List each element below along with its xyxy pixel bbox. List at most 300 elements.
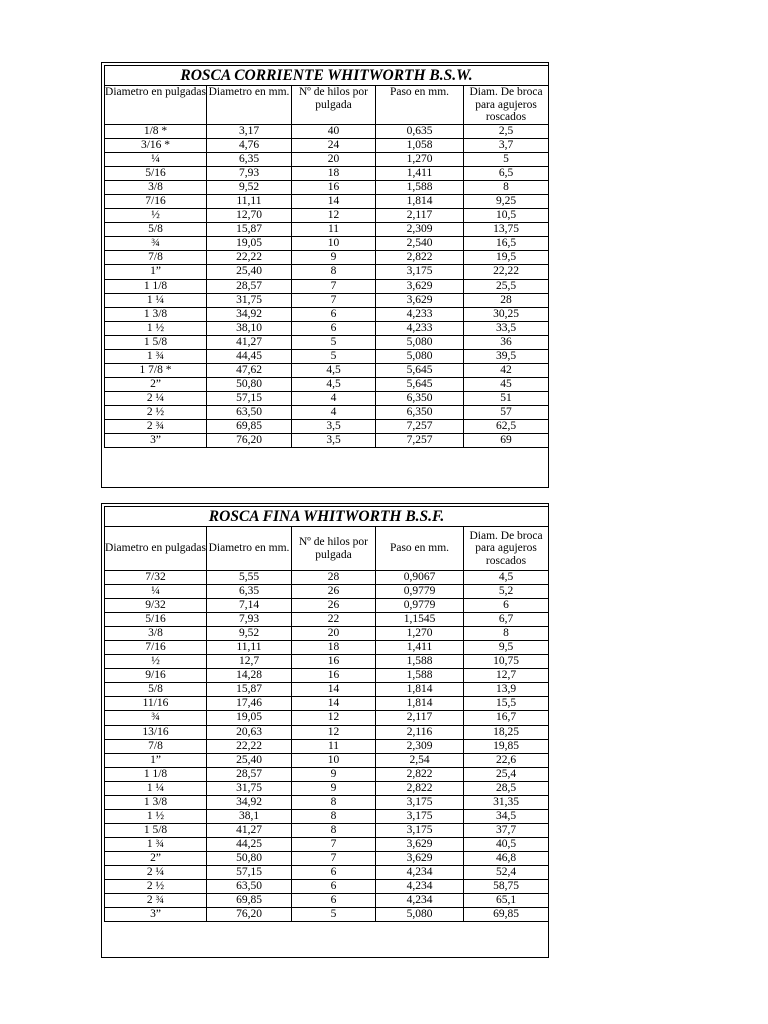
table-cell: 7,257 xyxy=(376,434,464,448)
table-cell: 3/16 * xyxy=(105,139,207,153)
table-cell: 7,257 xyxy=(376,419,464,433)
table-row xyxy=(105,153,549,167)
table-cell: 4,234 xyxy=(376,880,464,894)
table-cell: 16 xyxy=(292,669,376,683)
table-cell: 63,50 xyxy=(207,405,292,419)
table-cell: 28,57 xyxy=(207,767,292,781)
bsf-table-frame xyxy=(101,503,549,958)
table-cell: 3,629 xyxy=(376,837,464,851)
table-cell: 9,52 xyxy=(207,627,292,641)
table-cell: 22,6 xyxy=(464,753,549,767)
table-cell: 19,5 xyxy=(464,251,549,265)
table-row xyxy=(105,851,549,865)
table-cell: 2” xyxy=(105,851,207,865)
table-cell: 0,635 xyxy=(376,125,464,139)
table-cell: 25,5 xyxy=(464,279,549,293)
table-cell: 57 xyxy=(464,405,549,419)
table-cell: 6 xyxy=(292,894,376,908)
table-row xyxy=(105,377,549,391)
table-cell: 6 xyxy=(292,865,376,879)
table-cell: 12,7 xyxy=(207,655,292,669)
table-row xyxy=(105,725,549,739)
table-cell: 7/8 xyxy=(105,251,207,265)
table-cell: 7/16 xyxy=(105,641,207,655)
table-cell: 76,20 xyxy=(207,908,292,922)
table-cell: 6 xyxy=(464,599,549,613)
table-cell: 14 xyxy=(292,697,376,711)
table-row xyxy=(105,683,549,697)
table-cell: 5 xyxy=(292,349,376,363)
table-cell: 22,22 xyxy=(207,739,292,753)
column-header: Diametro en pulgadas xyxy=(105,527,207,571)
table-cell: 25,40 xyxy=(207,265,292,279)
table-cell: 9 xyxy=(292,767,376,781)
table-row xyxy=(105,613,549,627)
table-cell: 1,814 xyxy=(376,195,464,209)
table-cell: 34,92 xyxy=(207,307,292,321)
table-row xyxy=(105,363,549,377)
table-cell: 28 xyxy=(292,571,376,585)
table-cell: 4,5 xyxy=(292,363,376,377)
table-cell: 6 xyxy=(292,321,376,335)
column-header: Diametro en pulgadas xyxy=(105,86,207,125)
table-cell: 7/8 xyxy=(105,739,207,753)
table-cell: 12 xyxy=(292,209,376,223)
table-cell: 7 xyxy=(292,851,376,865)
table-cell: 1 3/8 xyxy=(105,307,207,321)
table-cell: 6 xyxy=(292,880,376,894)
table-cell: 9 xyxy=(292,251,376,265)
table-cell: 1 7/8 * xyxy=(105,363,207,377)
table-cell: 1,588 xyxy=(376,181,464,195)
table-cell: 2,822 xyxy=(376,251,464,265)
table-cell: 3,629 xyxy=(376,279,464,293)
table-cell: 7,14 xyxy=(207,599,292,613)
table-cell: 8 xyxy=(292,809,376,823)
table-cell: 34,5 xyxy=(464,809,549,823)
table-cell: 46,8 xyxy=(464,851,549,865)
table-cell: 6,350 xyxy=(376,405,464,419)
table-cell: 16 xyxy=(292,655,376,669)
table-cell: 31,35 xyxy=(464,795,549,809)
table-row xyxy=(105,781,549,795)
table-cell: 19,05 xyxy=(207,711,292,725)
table-cell: ¾ xyxy=(105,711,207,725)
table-cell: 12 xyxy=(292,725,376,739)
table-row xyxy=(105,641,549,655)
table-cell: 1,270 xyxy=(376,153,464,167)
table-cell: 17,46 xyxy=(207,697,292,711)
table-cell: 9,52 xyxy=(207,181,292,195)
table-row xyxy=(105,823,549,837)
table-cell: 2,540 xyxy=(376,237,464,251)
table-cell: 6,7 xyxy=(464,613,549,627)
table-row xyxy=(105,809,549,823)
table-row xyxy=(105,795,549,809)
table-cell: 2,117 xyxy=(376,209,464,223)
table-cell: 37,7 xyxy=(464,823,549,837)
table-cell: 7 xyxy=(292,293,376,307)
table-cell: 5,645 xyxy=(376,377,464,391)
table-cell: 2 ½ xyxy=(105,405,207,419)
table-cell: 3,629 xyxy=(376,293,464,307)
column-header: Nº de hilos por pulgada xyxy=(292,527,376,571)
column-header: Paso en mm. xyxy=(376,86,464,125)
table-row xyxy=(105,167,549,181)
table-cell: 5,080 xyxy=(376,349,464,363)
table-cell: 4,5 xyxy=(292,377,376,391)
table-cell: 2,116 xyxy=(376,725,464,739)
table-cell: 2,309 xyxy=(376,223,464,237)
table-cell: ½ xyxy=(105,209,207,223)
table-cell: 3,5 xyxy=(292,434,376,448)
table-cell: 2” xyxy=(105,377,207,391)
table-cell: 5/16 xyxy=(105,167,207,181)
table-row xyxy=(105,139,549,153)
table-cell: 69,85 xyxy=(207,419,292,433)
table-title: ROSCA FINA WHITWORTH B.S.F. xyxy=(105,507,549,527)
table-cell: 8 xyxy=(292,795,376,809)
table-cell: 69,85 xyxy=(207,894,292,908)
table-cell: 1,411 xyxy=(376,167,464,181)
table-cell: 7 xyxy=(292,837,376,851)
table-cell: 11,11 xyxy=(207,195,292,209)
table-cell: 2,822 xyxy=(376,767,464,781)
table-row xyxy=(105,223,549,237)
table-row xyxy=(105,335,549,349)
table-cell: 8 xyxy=(292,823,376,837)
table-cell: 44,25 xyxy=(207,837,292,851)
table-cell: 7 xyxy=(292,279,376,293)
table-cell: 10,5 xyxy=(464,209,549,223)
table-row xyxy=(105,837,549,851)
table-cell: 3” xyxy=(105,434,207,448)
table-body xyxy=(105,571,549,922)
table-cell: 7/32 xyxy=(105,571,207,585)
table-cell: 31,75 xyxy=(207,781,292,795)
table-cell: 63,50 xyxy=(207,880,292,894)
bsw-thread-table xyxy=(104,65,549,448)
table-cell: 1,588 xyxy=(376,669,464,683)
table-row xyxy=(105,655,549,669)
table-cell: 5,080 xyxy=(376,335,464,349)
table-cell: 44,45 xyxy=(207,349,292,363)
table-cell: 31,75 xyxy=(207,293,292,307)
table-cell: 20 xyxy=(292,627,376,641)
table-cell: 24 xyxy=(292,139,376,153)
table-cell: 45 xyxy=(464,377,549,391)
table-cell: 13,75 xyxy=(464,223,549,237)
table-cell: 41,27 xyxy=(207,335,292,349)
table-cell: 7,93 xyxy=(207,613,292,627)
table-row xyxy=(105,599,549,613)
table-cell: 30,25 xyxy=(464,307,549,321)
table-cell: 4,234 xyxy=(376,894,464,908)
table-row xyxy=(105,697,549,711)
table-cell: 1 ¾ xyxy=(105,349,207,363)
table-cell: 58,75 xyxy=(464,880,549,894)
table-cell: 40,5 xyxy=(464,837,549,851)
table-cell: 6,5 xyxy=(464,167,549,181)
table-cell: 2 ¼ xyxy=(105,391,207,405)
table-cell: 57,15 xyxy=(207,391,292,405)
table-row xyxy=(105,265,549,279)
table-cell: 9,5 xyxy=(464,641,549,655)
table-row xyxy=(105,237,549,251)
table-cell: 12 xyxy=(292,711,376,725)
table-cell: 5,080 xyxy=(376,908,464,922)
table-cell: 5/8 xyxy=(105,683,207,697)
table-cell: 3,175 xyxy=(376,809,464,823)
table-cell: 1 5/8 xyxy=(105,335,207,349)
table-cell: 25,4 xyxy=(464,767,549,781)
table-cell: 14 xyxy=(292,683,376,697)
table-row xyxy=(105,321,549,335)
table-row xyxy=(105,434,549,448)
table-cell: 42 xyxy=(464,363,549,377)
table-cell: 20,63 xyxy=(207,725,292,739)
table-cell: 19,85 xyxy=(464,739,549,753)
table-cell: 4 xyxy=(292,391,376,405)
table-row xyxy=(105,571,549,585)
table-cell: 2,117 xyxy=(376,711,464,725)
table-cell: 57,15 xyxy=(207,865,292,879)
table-cell: 9,25 xyxy=(464,195,549,209)
column-header: Diam. De broca para agujeros roscados xyxy=(464,527,549,571)
table-cell: 8 xyxy=(464,181,549,195)
table-cell: 34,92 xyxy=(207,795,292,809)
table-cell: 1/8 * xyxy=(105,125,207,139)
table-cell: 22 xyxy=(292,613,376,627)
table-cell: 2,5 xyxy=(464,125,549,139)
table-cell: 3,175 xyxy=(376,795,464,809)
table-cell: 16 xyxy=(292,181,376,195)
column-header: Diam. De broca para agujeros roscados xyxy=(464,86,549,125)
table-cell: 7,93 xyxy=(207,167,292,181)
table-cell: 18,25 xyxy=(464,725,549,739)
table-cell: 4,5 xyxy=(464,571,549,585)
table-title: ROSCA CORRIENTE WHITWORTH B.S.W. xyxy=(105,66,549,86)
table-cell: 3/8 xyxy=(105,627,207,641)
table-cell: 2,309 xyxy=(376,739,464,753)
table-cell: 5/8 xyxy=(105,223,207,237)
table-cell: 8 xyxy=(292,265,376,279)
table-cell: 1,270 xyxy=(376,627,464,641)
table-cell: 5,2 xyxy=(464,585,549,599)
table-cell: 25,40 xyxy=(207,753,292,767)
table-cell: 1 ¼ xyxy=(105,781,207,795)
table-cell: 0,9779 xyxy=(376,585,464,599)
table-cell: 4,76 xyxy=(207,139,292,153)
table-cell: 2 ¼ xyxy=(105,865,207,879)
table-cell: ½ xyxy=(105,655,207,669)
table-cell: 4 xyxy=(292,405,376,419)
table-cell: 5/16 xyxy=(105,613,207,627)
table-cell: ¾ xyxy=(105,237,207,251)
table-row xyxy=(105,865,549,879)
table-cell: 15,87 xyxy=(207,223,292,237)
table-cell: 50,80 xyxy=(207,851,292,865)
table-cell: 76,20 xyxy=(207,434,292,448)
table-cell: 1” xyxy=(105,753,207,767)
table-row xyxy=(105,125,549,139)
table-cell: 0,9779 xyxy=(376,599,464,613)
table-cell: 20 xyxy=(292,153,376,167)
table-cell: 3,17 xyxy=(207,125,292,139)
table-cell: 6 xyxy=(292,307,376,321)
table-cell: 1,814 xyxy=(376,697,464,711)
table-cell: 41,27 xyxy=(207,823,292,837)
table-cell: 6,35 xyxy=(207,585,292,599)
table-cell: 52,4 xyxy=(464,865,549,879)
table-cell: 65,1 xyxy=(464,894,549,908)
table-cell: 1,814 xyxy=(376,683,464,697)
column-header: Diametro en mm. xyxy=(207,86,292,125)
table-row xyxy=(105,307,549,321)
table-cell: 1 ¾ xyxy=(105,837,207,851)
table-cell: 16,5 xyxy=(464,237,549,251)
table-cell: 9/32 xyxy=(105,599,207,613)
table-cell: 18 xyxy=(292,167,376,181)
column-header: Nº de hilos por pulgada xyxy=(292,86,376,125)
table-cell: 10 xyxy=(292,753,376,767)
table-row xyxy=(105,181,549,195)
table-row xyxy=(105,405,549,419)
table-cell: 1,058 xyxy=(376,139,464,153)
table-cell: 69,85 xyxy=(464,908,549,922)
table-row xyxy=(105,908,549,922)
table-cell: 1 1/8 xyxy=(105,279,207,293)
table-cell: 22,22 xyxy=(207,251,292,265)
table-cell: 26 xyxy=(292,585,376,599)
table-cell: 11 xyxy=(292,223,376,237)
column-header: Paso en mm. xyxy=(376,527,464,571)
table-body xyxy=(105,125,549,448)
table-cell: ¼ xyxy=(105,153,207,167)
table-cell: 28,5 xyxy=(464,781,549,795)
table-cell: 3/8 xyxy=(105,181,207,195)
table-cell: 15,5 xyxy=(464,697,549,711)
table-cell: 3,175 xyxy=(376,265,464,279)
table-cell: 4,233 xyxy=(376,307,464,321)
table-cell: 11,11 xyxy=(207,641,292,655)
table-row xyxy=(105,391,549,405)
table-cell: 26 xyxy=(292,599,376,613)
table-cell: 13,9 xyxy=(464,683,549,697)
table-cell: 12,7 xyxy=(464,669,549,683)
table-cell: 69 xyxy=(464,434,549,448)
table-cell: 3,7 xyxy=(464,139,549,153)
table-cell: 14 xyxy=(292,195,376,209)
table-cell: 12,70 xyxy=(207,209,292,223)
table-row xyxy=(105,349,549,363)
table-cell: 7/16 xyxy=(105,195,207,209)
table-row xyxy=(105,711,549,725)
table-row xyxy=(105,739,549,753)
table-cell: 1,588 xyxy=(376,655,464,669)
table-cell: 5 xyxy=(292,335,376,349)
table-cell: 10,75 xyxy=(464,655,549,669)
table-cell: 6,35 xyxy=(207,153,292,167)
table-cell: 2 ½ xyxy=(105,880,207,894)
table-cell: 36 xyxy=(464,335,549,349)
table-cell: 16,7 xyxy=(464,711,549,725)
table-cell: 1 1/8 xyxy=(105,767,207,781)
table-cell: 39,5 xyxy=(464,349,549,363)
table-cell: 1 ¼ xyxy=(105,293,207,307)
table-cell: 2 ¾ xyxy=(105,419,207,433)
table-cell: 2 ¾ xyxy=(105,894,207,908)
table-cell: 5,645 xyxy=(376,363,464,377)
table-cell: 62,5 xyxy=(464,419,549,433)
table-cell: 2,822 xyxy=(376,781,464,795)
table-row xyxy=(105,753,549,767)
table-cell: 18 xyxy=(292,641,376,655)
table-row xyxy=(105,293,549,307)
table-cell: 8 xyxy=(464,627,549,641)
table-cell: 6,350 xyxy=(376,391,464,405)
table-cell: 5 xyxy=(292,908,376,922)
table-row xyxy=(105,669,549,683)
table-row xyxy=(105,880,549,894)
table-cell: 15,87 xyxy=(207,683,292,697)
table-row xyxy=(105,195,549,209)
table-cell: ¼ xyxy=(105,585,207,599)
table-cell: 50,80 xyxy=(207,377,292,391)
column-header: Diametro en mm. xyxy=(207,527,292,571)
table-cell: 5,55 xyxy=(207,571,292,585)
bsw-table-frame xyxy=(101,62,549,488)
table-cell: 1” xyxy=(105,265,207,279)
table-cell: 1 ½ xyxy=(105,321,207,335)
table-cell: 0,9067 xyxy=(376,571,464,585)
table-cell: 1 ½ xyxy=(105,809,207,823)
table-cell: 22,22 xyxy=(464,265,549,279)
table-cell: 11/16 xyxy=(105,697,207,711)
table-cell: 14,28 xyxy=(207,669,292,683)
table-row xyxy=(105,419,549,433)
table-cell: 1 5/8 xyxy=(105,823,207,837)
table-cell: 13/16 xyxy=(105,725,207,739)
table-cell: 40 xyxy=(292,125,376,139)
table-row xyxy=(105,894,549,908)
bsf-thread-table xyxy=(104,506,549,922)
table-cell: 38,1 xyxy=(207,809,292,823)
table-cell: 28,57 xyxy=(207,279,292,293)
table-cell: 4,234 xyxy=(376,865,464,879)
table-cell: 51 xyxy=(464,391,549,405)
table-row xyxy=(105,209,549,223)
table-row xyxy=(105,279,549,293)
table-cell: 3,5 xyxy=(292,419,376,433)
table-cell: 4,233 xyxy=(376,321,464,335)
table-cell: 19,05 xyxy=(207,237,292,251)
table-cell: 2,54 xyxy=(376,753,464,767)
table-row xyxy=(105,251,549,265)
table-cell: 28 xyxy=(464,293,549,307)
table-cell: 10 xyxy=(292,237,376,251)
table-cell: 9 xyxy=(292,781,376,795)
table-cell: 1,1545 xyxy=(376,613,464,627)
table-cell: 9/16 xyxy=(105,669,207,683)
table-cell: 38,10 xyxy=(207,321,292,335)
table-cell: 1 3/8 xyxy=(105,795,207,809)
table-cell: 11 xyxy=(292,739,376,753)
table-row xyxy=(105,627,549,641)
table-row xyxy=(105,585,549,599)
table-cell: 47,62 xyxy=(207,363,292,377)
table-cell: 3,175 xyxy=(376,823,464,837)
